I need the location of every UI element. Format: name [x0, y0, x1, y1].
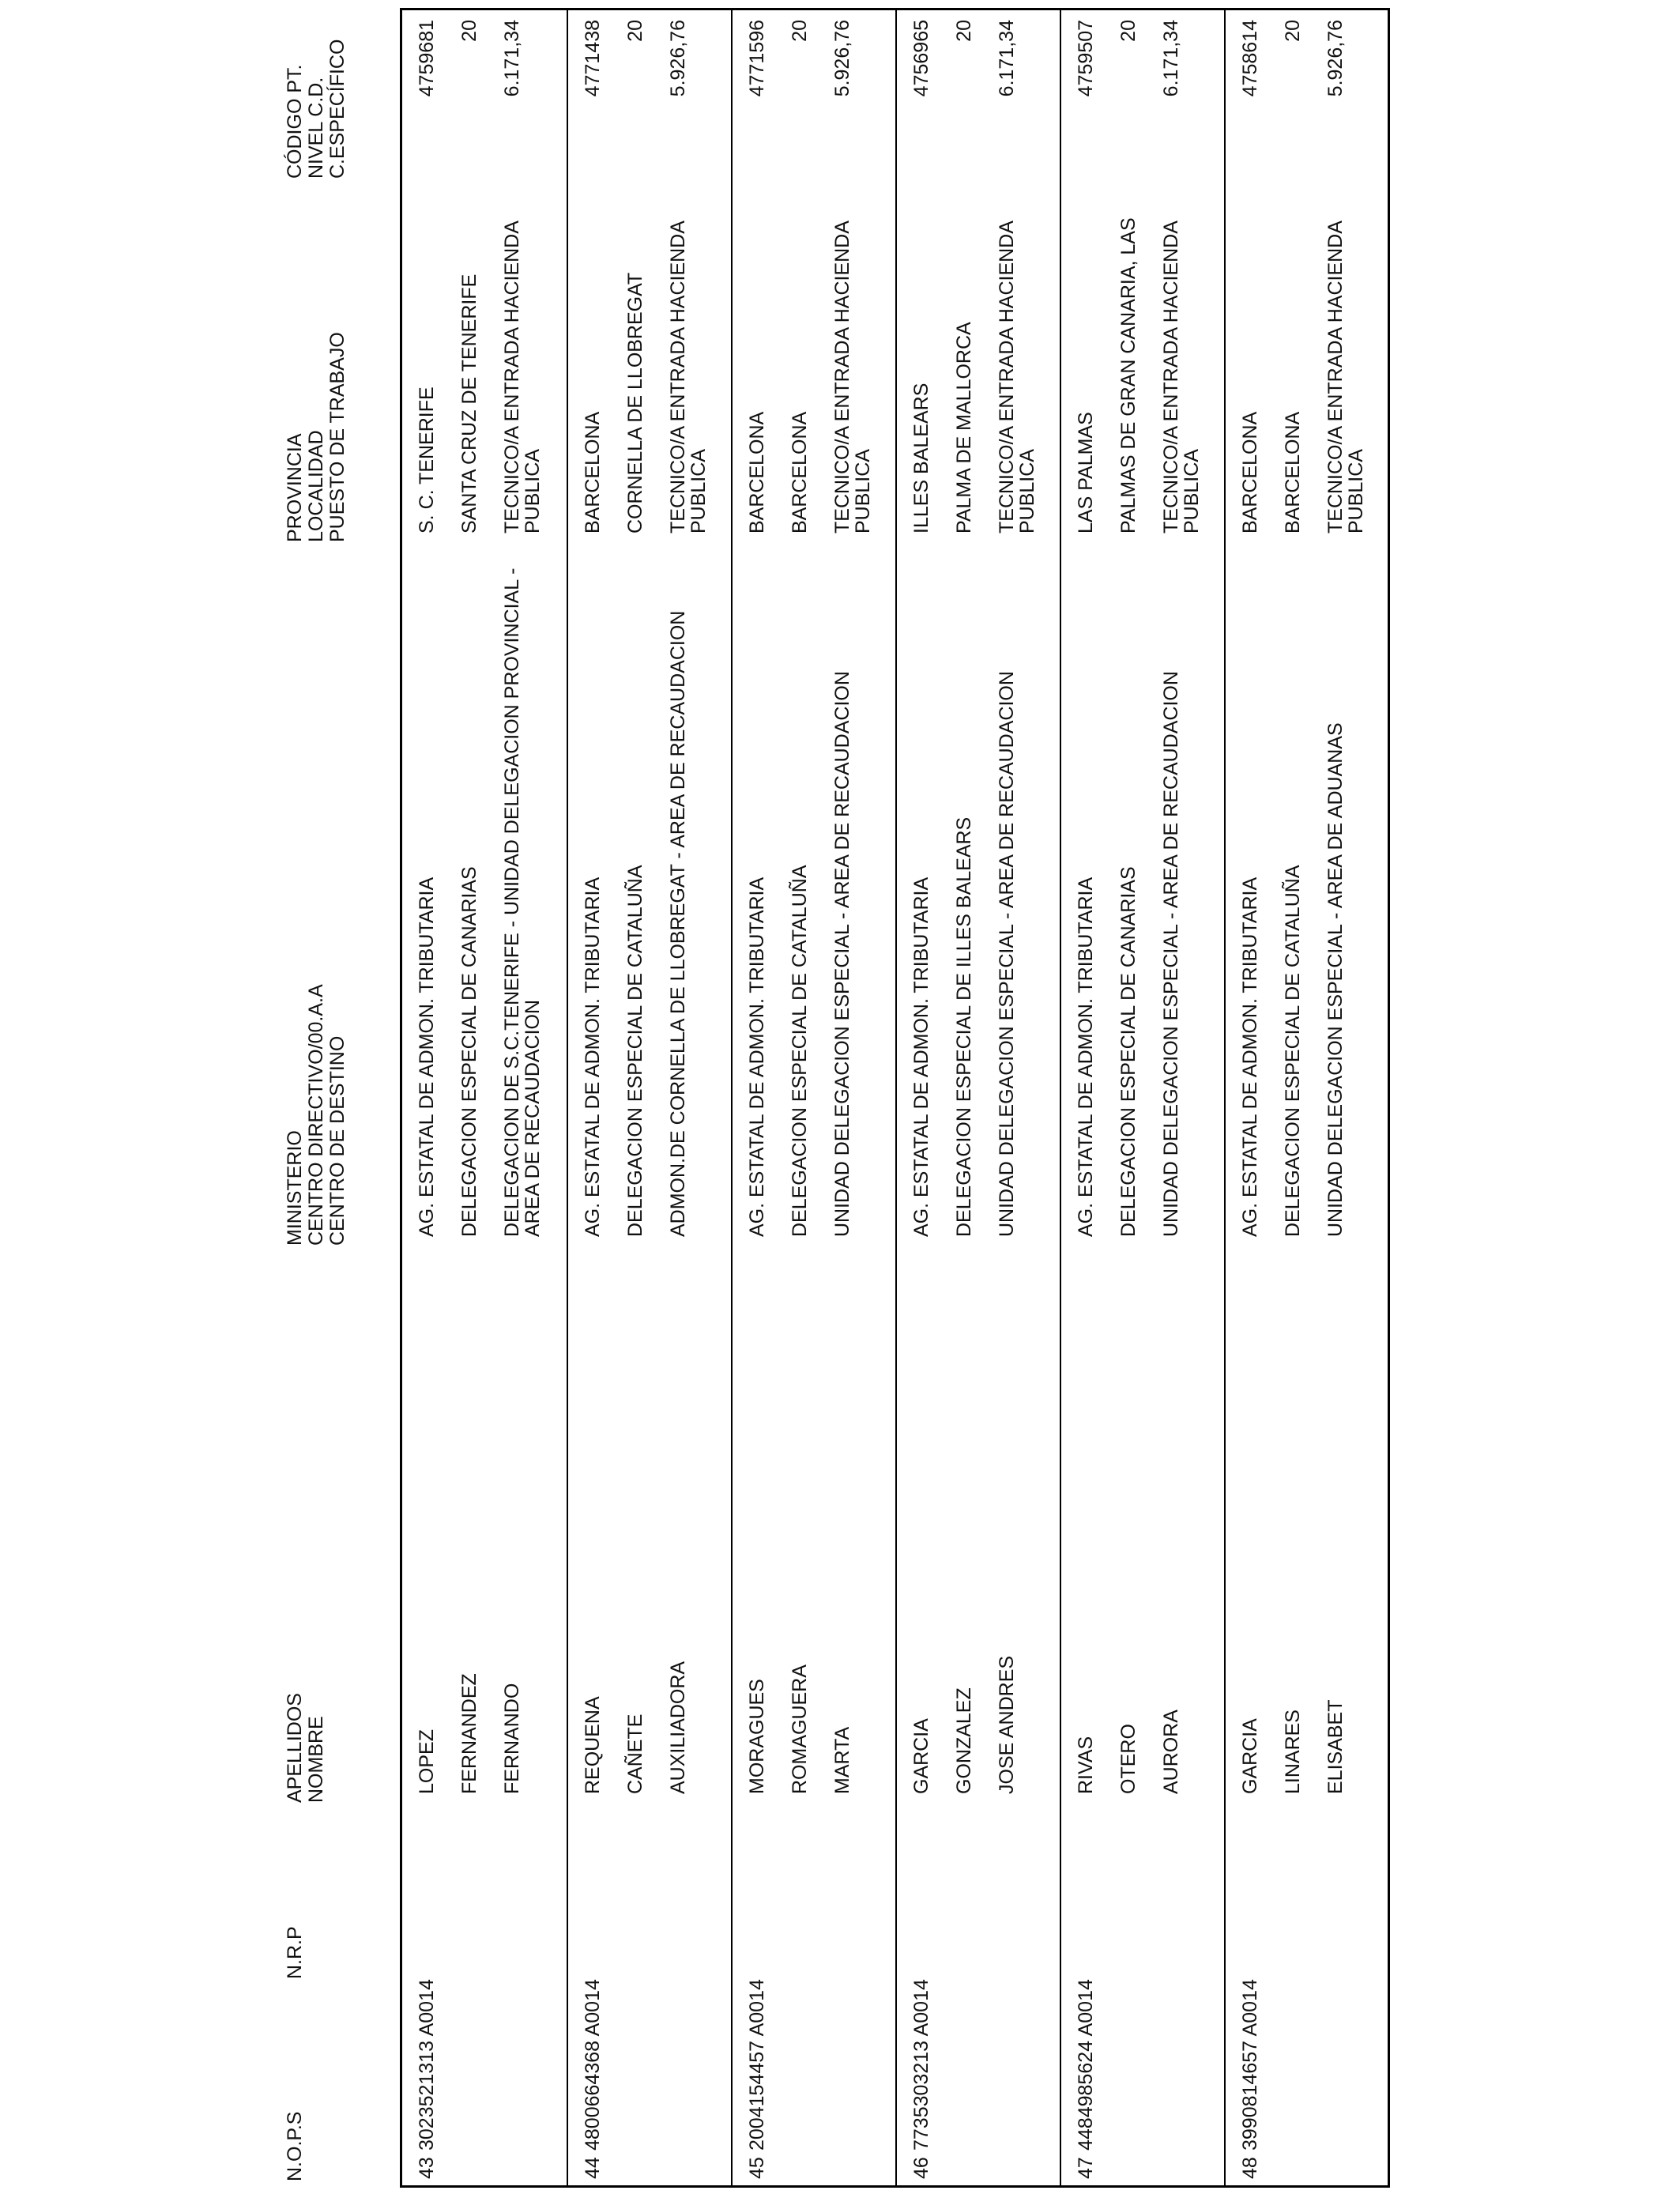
- record-directorate: DELEGACION ESPECIAL DE ILLES BALEARS: [953, 816, 975, 1237]
- record-first-name: FERNANDO: [501, 1683, 523, 1794]
- record-number: 47: [1075, 2157, 1097, 2179]
- record-agency: AG. ESTATAL DE ADMON. TRIBUTARIA: [416, 876, 438, 1237]
- record-number: 43: [416, 2157, 438, 2179]
- record-destination: ADMON.DE CORNELLA DE LLOBREGAT - AREA DE RECAUDACION: [667, 610, 689, 1237]
- record-specific-supplement: 5.926,76: [1324, 20, 1347, 97]
- record-nrp: 3990814657 A0014: [1239, 1979, 1261, 2151]
- header-provincia: PROVINCIA LOCALIDAD PUESTO DE TRABAJO: [284, 332, 348, 542]
- record-destination: DELEGACION DE S.C.TENERIFE - UNIDAD DELEGACION PROVINCIAL - AREA DE RECAUDACION: [501, 567, 544, 1237]
- record-directorate: DELEGACION ESPECIAL DE CATALUÑA: [624, 865, 646, 1237]
- record-surname-1: GARCIA: [1239, 1718, 1261, 1794]
- header-ministerio: MINISTERIO CENTRO DIRECTIVO/00.A.A CENTRO DE DESTINO: [284, 984, 348, 1246]
- record-first-name: ELISABET: [1324, 1699, 1347, 1794]
- record-post-code: 4771438: [582, 20, 604, 97]
- record-destination: UNIDAD DELEGACION ESPECIAL - AREA DE RECAUDACION: [996, 671, 1018, 1237]
- record-post-code: 4756965: [910, 20, 932, 97]
- record-directorate: DELEGACION ESPECIAL DE CATALUÑA: [1282, 865, 1304, 1237]
- record-job-post: TECNICO/A ENTRADA HACIENDA PUBLICA: [1160, 221, 1203, 533]
- record-nrp: 7735303213 A0014: [910, 1979, 932, 2151]
- record-destination: UNIDAD DELEGACION ESPECIAL - AREA DE RECAUDACION: [1160, 671, 1182, 1237]
- record-specific-supplement: 5.926,76: [667, 20, 689, 97]
- record-surname-2: FERNANDEZ: [458, 1673, 480, 1794]
- record-post-code: 4771596: [746, 20, 768, 97]
- record-locality: PALMAS DE GRAN CANARIA, LAS: [1117, 217, 1139, 533]
- record-job-post: TECNICO/A ENTRADA HACIENDA PUBLICA: [501, 221, 544, 533]
- record-agency: AG. ESTATAL DE ADMON. TRIBUTARIA: [746, 876, 768, 1237]
- record-level: 20: [953, 20, 975, 42]
- header-codigo: CÓDIGO PT. NIVEL C.D. C.ESPECÍFICO: [284, 39, 348, 179]
- record-surname-1: GARCIA: [910, 1718, 932, 1794]
- record-level: 20: [624, 20, 646, 42]
- record-specific-supplement: 6.171,34: [501, 20, 523, 97]
- record-post-code: 4759507: [1075, 20, 1097, 97]
- record-locality: PALMA DE MALLORCA: [953, 322, 975, 533]
- record-agency: AG. ESTATAL DE ADMON. TRIBUTARIA: [1239, 876, 1261, 1237]
- record-province: ILLES BALEARS: [910, 383, 932, 533]
- record-job-post: TECNICO/A ENTRADA HACIENDA PUBLICA: [831, 221, 874, 533]
- record-surname-1: REQUENA: [582, 1696, 604, 1794]
- header-nops: N.O.P.S: [284, 2111, 306, 2181]
- record-destination: UNIDAD DELEGACION ESPECIAL - AREA DE ADUANAS: [1324, 722, 1347, 1237]
- record-block: [567, 10, 733, 2185]
- record-first-name: MARTA: [831, 1726, 853, 1794]
- record-nrp: 4800664368 A0014: [582, 1979, 604, 2151]
- record-post-code: 4759681: [416, 20, 438, 97]
- record-agency: AG. ESTATAL DE ADMON. TRIBUTARIA: [1075, 876, 1097, 1237]
- record-number: 45: [746, 2157, 768, 2179]
- record-nrp: 4484985624 A0014: [1075, 1979, 1097, 2151]
- record-agency: AG. ESTATAL DE ADMON. TRIBUTARIA: [910, 876, 932, 1237]
- record-province: S. C. TENERIFE: [416, 386, 438, 533]
- record-specific-supplement: 6.171,34: [1160, 20, 1182, 97]
- record-specific-supplement: 5.926,76: [831, 20, 853, 97]
- record-block: [731, 10, 897, 2185]
- record-job-post: TECNICO/A ENTRADA HACIENDA PUBLICA: [667, 221, 710, 533]
- record-destination: UNIDAD DELEGACION ESPECIAL - AREA DE RECAUDACION: [831, 671, 853, 1237]
- record-first-name: JOSE ANDRES: [996, 1655, 1018, 1794]
- record-surname-1: RIVAS: [1075, 1736, 1097, 1794]
- record-block: [895, 10, 1061, 2185]
- record-block: [402, 10, 567, 2185]
- record-level: 20: [1282, 20, 1304, 42]
- record-nrp: 2004154457 A0014: [746, 1979, 768, 2151]
- record-level: 20: [1117, 20, 1139, 42]
- record-post-code: 4758614: [1239, 20, 1261, 97]
- record-locality: BARCELONA: [789, 411, 811, 533]
- header-nrp: N.R.P: [284, 1926, 306, 1979]
- record-surname-2: CAÑETE: [624, 1713, 646, 1794]
- record-number: 48: [1239, 2157, 1261, 2179]
- record-locality: SANTA CRUZ DE TENERIFE: [458, 273, 480, 533]
- record-block: [1224, 10, 1390, 2185]
- record-locality: CORNELLA DE LLOBREGAT: [624, 272, 646, 533]
- record-surname-1: LOPEZ: [416, 1729, 438, 1794]
- record-directorate: DELEGACION ESPECIAL DE CANARIAS: [458, 866, 480, 1237]
- record-specific-supplement: 6.171,34: [996, 20, 1018, 97]
- record-surname-2: OTERO: [1117, 1724, 1139, 1794]
- record-locality: BARCELONA: [1282, 411, 1304, 533]
- record-job-post: TECNICO/A ENTRADA HACIENDA PUBLICA: [996, 221, 1038, 533]
- record-province: BARCELONA: [1239, 411, 1261, 533]
- record-level: 20: [458, 20, 480, 42]
- record-directorate: DELEGACION ESPECIAL DE CATALUÑA: [789, 865, 811, 1237]
- record-block: [1060, 10, 1226, 2185]
- record-nrp: 3023521313 A0014: [416, 1979, 438, 2151]
- record-number: 46: [910, 2157, 932, 2179]
- record-first-name: AURORA: [1160, 1710, 1182, 1794]
- record-job-post: TECNICO/A ENTRADA HACIENDA PUBLICA: [1324, 221, 1367, 533]
- record-province: BARCELONA: [582, 411, 604, 533]
- record-directorate: DELEGACION ESPECIAL DE CANARIAS: [1117, 866, 1139, 1237]
- record-level: 20: [789, 20, 811, 42]
- record-province: LAS PALMAS: [1075, 412, 1097, 533]
- records-table: [400, 8, 1390, 2188]
- record-first-name: AUXILIADORA: [667, 1661, 689, 1794]
- record-surname-2: GONZALEZ: [953, 1687, 975, 1794]
- record-agency: AG. ESTATAL DE ADMON. TRIBUTARIA: [582, 876, 604, 1237]
- header-apellidos-nombre: APELLIDOS NOMBRE: [284, 1693, 327, 1803]
- record-surname-2: ROMAGUERA: [789, 1664, 811, 1794]
- record-surname-1: MORAGUES: [746, 1679, 768, 1794]
- record-province: BARCELONA: [746, 411, 768, 533]
- record-surname-2: LINARES: [1282, 1710, 1304, 1794]
- record-number: 44: [582, 2157, 604, 2179]
